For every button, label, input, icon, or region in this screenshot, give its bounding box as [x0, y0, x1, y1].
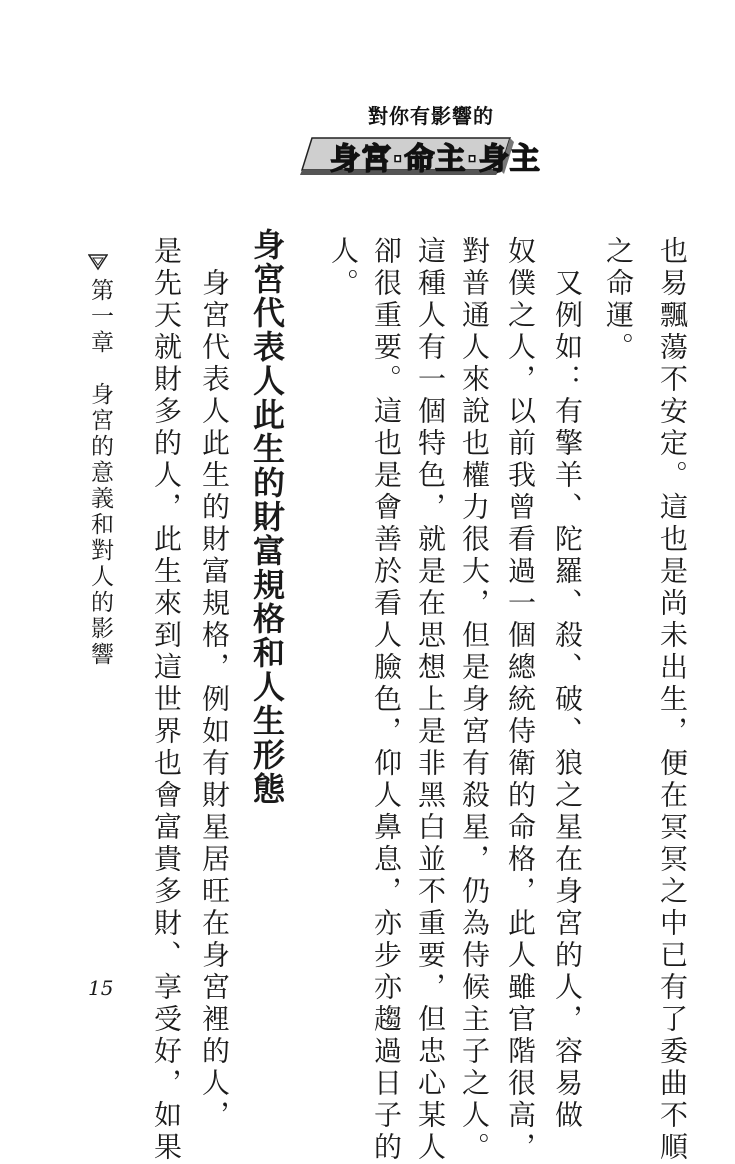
header-title-band: [300, 130, 541, 177]
text-column-4: 奴僕之人，以前我曾看過一個總統侍衛的命格，此人雖官階很高，: [504, 236, 537, 1164]
header-title: 身宮·命主·身主: [330, 142, 541, 177]
text-column-2: 之命運。: [602, 236, 635, 364]
text-column-6: 這種人有一個特色，就是在思想上是非黑白並不重要，但忠心某人: [414, 236, 447, 1164]
running-footer-chapter: 第一章 身宮的意義和對人的影響: [87, 278, 113, 668]
text-column-3: 又例如：有擎羊、陀羅、殺、破、狼之星在身宮的人，容易做: [551, 236, 584, 1132]
text-column-9: 身宮代表人此生的財富規格，例如有財星居旺在身宮裡的人，: [198, 236, 231, 1132]
text-column-5: 對普通人來說也權力很大，但是身宮有殺星，仍為侍候主子之人。: [458, 236, 491, 1164]
text-column-1: 也易飄蕩不安定。這也是尚未出生，便在冥冥之中已有了委曲不順: [656, 236, 689, 1164]
text-column-10: 是先天就財多的人，此生來到這世界也會富貴多財、享受好，如果: [150, 236, 183, 1164]
header-subtitle: 對你有影響的: [368, 104, 494, 128]
book-header: [300, 100, 541, 190]
text-column-7: 卻很重要。這也是會善於看人臉色，仰人鼻息，亦步亦趨過日子的: [370, 236, 403, 1164]
page-number: 15: [88, 976, 114, 1000]
section-heading: 身宮代表人此生的財富規格和人生形態: [248, 228, 286, 806]
text-column-8: 人。: [327, 236, 360, 300]
chapter-marker-icon: [88, 253, 108, 271]
